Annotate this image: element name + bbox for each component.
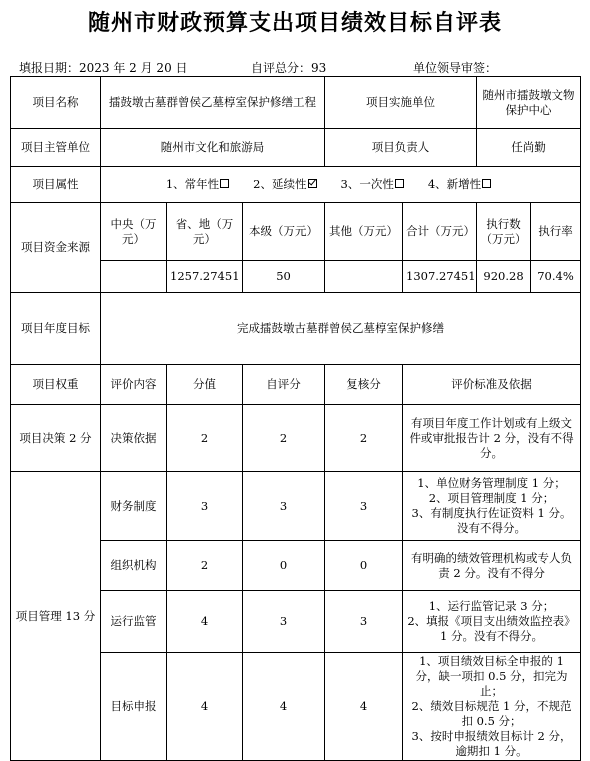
eval-criteria: 1、项目绩效目标全申报的 1 分，缺一项扣 0.5 分，扣完为止； 2、绩效目标规范 1 分，不规范扣 0.5 分； 3、按时申报绩效目标计 2 分，逾期扣 1 分。	[403, 653, 581, 761]
funds-value	[325, 261, 403, 293]
eval-review-score: 3	[325, 472, 403, 541]
checkbox-checked-icon	[308, 179, 317, 188]
eval-criteria: 有明确的绩效管理机构或专人负责 2 分。没有不得分	[403, 541, 581, 591]
eval-score: 2	[167, 405, 243, 472]
eval-content: 目标申报	[101, 653, 167, 761]
eval-self-score: 2	[243, 405, 325, 472]
group-name: 项目决策 2 分	[11, 405, 101, 472]
attr-label: 项目属性	[11, 167, 101, 203]
eval-header: 评价内容	[101, 365, 167, 405]
eval-header: 项目权重	[11, 365, 101, 405]
supervisor-value: 随州市文化和旅游局	[101, 129, 325, 167]
leader-sign: 单位领导审签：	[413, 61, 498, 75]
funds-value: 70.4%	[531, 261, 581, 293]
eval-header: 自评分	[243, 365, 325, 405]
eval-content: 运行监管	[101, 591, 167, 653]
funds-header: 省、地（万元）	[167, 203, 243, 261]
attr-option: 2、延续性	[253, 177, 316, 192]
eval-review-score: 0	[325, 541, 403, 591]
funds-value: 50	[243, 261, 325, 293]
eval-score: 4	[167, 653, 243, 761]
checkbox-icon	[482, 179, 491, 188]
funds-label: 项目资金来源	[11, 203, 101, 293]
funds-header-row	[11, 203, 581, 261]
attr-option: 1、常年性	[166, 177, 229, 192]
funds-header: 中央（万元）	[101, 203, 167, 261]
attr-option: 3、一次性	[341, 177, 404, 192]
funds-header: 合计（万元）	[403, 203, 477, 261]
page-title: 随州市财政预算支出项目绩效目标自评表	[87, 11, 502, 36]
leader-label: 项目负责人	[325, 129, 477, 167]
project-name-label: 项目名称	[11, 77, 101, 129]
evaluation-table	[10, 76, 581, 761]
supervisor-label: 项目主管单位	[11, 129, 101, 167]
impl-unit-label: 项目实施单位	[325, 77, 477, 129]
project-name-row	[11, 77, 581, 129]
eval-header-row	[11, 365, 581, 405]
fill-date: 填报日期：2023 年 2 月 20 日	[19, 61, 188, 75]
eval-self-score: 3	[243, 472, 325, 541]
leader-value: 任尚勤	[477, 129, 581, 167]
eval-row	[11, 472, 581, 541]
eval-self-score: 3	[243, 591, 325, 653]
funds-header: 执行率	[531, 203, 581, 261]
project-name-value: 擂鼓墩古墓群曾侯乙墓椁室保护修缮工程	[101, 77, 325, 129]
eval-score: 4	[167, 591, 243, 653]
attr-option: 4、新增性	[428, 177, 491, 192]
checkbox-icon	[395, 179, 404, 188]
eval-self-score: 0	[243, 541, 325, 591]
eval-criteria: 1、单位财务管理制度 1 分； 2、项目管理制度 1 分； 3、有制度执行佐证资料 1 分。没有不得分。	[403, 472, 581, 541]
eval-review-score: 2	[325, 405, 403, 472]
funds-value	[101, 261, 167, 293]
funds-header: 其他（万元）	[325, 203, 403, 261]
eval-header: 分值	[167, 365, 243, 405]
eval-header: 复核分	[325, 365, 403, 405]
eval-score: 3	[167, 472, 243, 541]
eval-criteria: 有项目年度工作计划或有上级文件或审批报告计 2 分，没有不得分。	[403, 405, 581, 472]
funds-header: 本级（万元）	[243, 203, 325, 261]
eval-score: 2	[167, 541, 243, 591]
goal-value: 完成擂鼓墩古墓群曾侯乙墓椁室保护修缮	[101, 293, 581, 365]
attr-options	[101, 167, 581, 203]
funds-value: 1307.27451	[403, 261, 477, 293]
eval-content: 财务制度	[101, 472, 167, 541]
eval-content: 决策依据	[101, 405, 167, 472]
attribute-row	[11, 167, 581, 203]
group-name: 项目管理 13 分	[11, 472, 101, 761]
eval-review-score: 3	[325, 591, 403, 653]
eval-review-score: 4	[325, 653, 403, 761]
eval-criteria: 1、运行监管记录 3 分； 2、填报《项目支出绩效监控表》1 分。没有不得分。	[403, 591, 581, 653]
funds-value: 920.28	[477, 261, 531, 293]
checkbox-icon	[220, 179, 229, 188]
total-score: 自评总分：93	[251, 61, 327, 75]
goal-row	[11, 293, 581, 365]
eval-row	[11, 405, 581, 472]
eval-self-score: 4	[243, 653, 325, 761]
supervisor-row	[11, 129, 581, 167]
impl-unit-value: 随州市擂鼓墩文物保护中心	[477, 77, 581, 129]
funds-header: 执行数（万元）	[477, 203, 531, 261]
funds-value: 1257.27451	[167, 261, 243, 293]
eval-header: 评价标准及依据	[403, 365, 581, 405]
eval-content: 组织机构	[101, 541, 167, 591]
goal-label: 项目年度目标	[11, 293, 101, 365]
